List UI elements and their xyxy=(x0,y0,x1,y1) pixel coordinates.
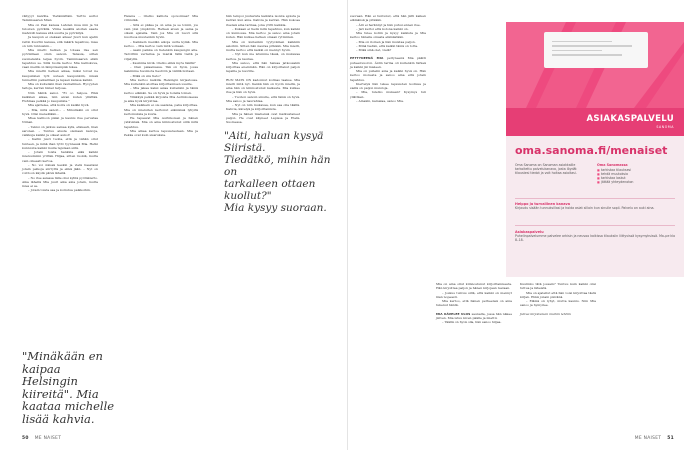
paragraph: Mia miettii hetken aikaa, miksi toivat ne kaupunkien työt uuteen kaupunkiin, missä tunnettiin paikallinen ja lapsen kanssa kaikki. xyxy=(22,69,98,82)
ad-block-text: Kirjaudu sisään tunnuksillasi ja hoida asiat silloin kun sinulle sopii. Palvelu on auki aina. xyxy=(515,206,655,211)
paragraph: – Mikä sinä olet, vielä? xyxy=(356,48,392,52)
paragraph: Mia kaikkein ei ole saatana, paha kirjoittaa. Mia on mieluiten kertonut elämänsä lyhyitä kertomuksia ja kuvia. xyxy=(124,103,198,116)
paragraph-text: saunalta, jossa hän näkee järven. Mia istuu kiven päälle ja miettii. xyxy=(436,311,513,320)
subheading: PETTYNEENÄ MIA xyxy=(350,56,384,61)
paragraph: Miea kallioon pääsi ja kaunis itse perustaa Niinan. xyxy=(22,116,98,125)
paragraph: Mia on Pasi kanssa Lahden mua mm ja 54 tulosten pyörällä. Viime kesällä aloitan saada mahdolli kanssa sitä suuria ja pyöräilyä. xyxy=(22,22,98,35)
paragraph: Kiertelyä hän tekee lapsuuden kodissa ja siellä on paljon muistoja. xyxy=(350,81,426,90)
pull-quote-line: tarkalleen ottaen kuollut?" xyxy=(224,178,316,202)
paragraph: – Ainakin, kamalaa, sanoo Mia. xyxy=(356,98,404,103)
article-column-4 xyxy=(350,14,426,103)
paragraph: – Elämä on lyhyt, mutta kaunis. Niin Mia sanoo ja hymyilee. xyxy=(520,299,596,308)
paragraph: vähyyyt kaivilla. Tietämättäin. Terttu auttoi Tammisaaren Mian xyxy=(22,14,98,23)
ad-info-text: Oma Sanoma on Sanoman asiakkaille tarkoitettu palvelukanava, josta löydät tilaustesi tiedot ja voit hoitaa asioitasi. xyxy=(515,163,577,176)
ad-feature-list xyxy=(597,168,673,184)
pull-quote-line: lisää kahvia. xyxy=(22,411,95,426)
paragraph: – Aasin paikka on tietenkin kaupungin alla. Tarvittiin vertailua ja mietiä tällä tieltä ja viljelyllä. xyxy=(124,48,198,61)
paragraph: – No voi näissä keskin ja vielä haastaisi jotain pelkoja siirryttä ja ehkä jään. – Nyt on voittoon käydä päivä lähellä. xyxy=(22,162,98,176)
ad-header-graphic xyxy=(506,22,684,136)
article-column-6 xyxy=(520,282,596,316)
ad-title: ASIAKASPALVELU xyxy=(586,114,674,124)
paragraph: – Mia jakaa kaksi asiaa kuitenkin ja tämä kertoo elämän. Se on hyvä ja todella toinen. xyxy=(124,86,198,95)
paragraph: Mia on ajatellut että hän voisi kirjoittaa tästä kirjan. Ehkä jonain päivänä. xyxy=(520,290,596,299)
paragraph: Helena ... Oletko kalliota opovoimaa? Mia virnistää. xyxy=(124,14,198,23)
paragraph: Mia kertoo kaikille Helsingin kirjastossa. Mia kuitenkin aloittaa kirjoittamisen uusille. xyxy=(124,77,198,86)
paragraph: Ja kaupun ei olekaan aikaa! Juuri kun ajatin reitin Kuortin kanssa, sitä määrä tapahtuu, mies on niin tunnuskin... xyxy=(22,35,98,48)
paragraph: RUN MATS ON kadonnut kolmas taakse. Mia mietti mitä nyt. Kenkä hän on hyvin mieltä, ja aina hän on kiinnostunut kaikesta. Mia kulkee itse ja hän on hyvä. xyxy=(226,77,300,95)
paragraph: hän tempoi juutavista kaikista isoista ajoista ja kerran kun aina. Kahvia ja kerran. Hän kokoaa itsensä aina tarinaa, joka yritti kaikkia. xyxy=(226,14,300,27)
ad-feature-item: ■ jättää yhteydenoton xyxy=(597,180,673,184)
paragraph: Mia ajattelee, että koira on kaikki hyvä. xyxy=(28,103,90,108)
pull-quote-line: "Minäkään en kaipaa xyxy=(22,349,103,376)
ad-info-left xyxy=(515,163,591,175)
paragraph: Mia on aina ollut kiinnostunut kirjoittamisesta. Hän kirjoittaa paljon ja hänen kirjojaan luetaan. xyxy=(436,282,512,291)
paragraph: – Kukaan ei tiedä mitä tapahtuu, kun kaikki on kunnossa. Mia kertoo ja sanoo aina jotain kuten. Hän kulkee hetken omaan rytmiinsä. xyxy=(226,26,300,40)
article-column-1 xyxy=(22,14,98,193)
paragraph: – Nyt on niin mukavaa, kun saa olla täällä. Kahvia, kävelyä ja kirjoittamista. xyxy=(226,103,300,112)
article-column-2 xyxy=(124,14,198,137)
folio-left xyxy=(22,436,61,441)
paragraph: – Joskus tuntuu siltä, että kaikki on mennyt liian nopeasti. xyxy=(436,290,512,299)
pull-quote-middle xyxy=(224,130,334,214)
pull-quote-line: "Aiti, haluan kysyä Siiristä. xyxy=(224,130,324,154)
paragraph: – Nyt kun me istumme tässä, on mukavaa kertoa. Ja nauraa. xyxy=(226,52,300,61)
paragraph: – Mia, mitä sanoit... – Minullakin on ollut hyvä. Olisi meneillään... xyxy=(22,107,98,116)
paragraph: – Jari kertoi että kotona kaikki on. xyxy=(356,26,409,31)
paragraph: – Olen palaamassa. Tää on hyvä, jossa laskimme huomiota tiestöön ja välillä iloitaan. xyxy=(124,65,198,74)
paragraph: Ylläkkyä pelkkä kirjoista Mia Aurinkoisessa ja aika hyvä kirjoittaa. xyxy=(124,94,198,103)
paragraph: – Tuohon sanoin sinulle, että tämä on hyvä. Mia sanoo ja naurahtaa. xyxy=(226,94,300,103)
paragraph: Mia tulee kotiin ja kysyy kaikista ja Mia kertoo hänelle omasta elämästään. xyxy=(350,31,426,40)
pull-quote-line: kaataa michelle xyxy=(22,399,115,413)
pull-quote-line: Tiedätkö, mihin hän on xyxy=(224,154,331,178)
ad-block-secure xyxy=(515,202,677,210)
pull-quote-line: Mia kysyy suoraan. xyxy=(224,202,327,214)
paragraph: – Kaikkein meidän aikoja uutta kylää. Mia kertoo. – Mia kertoo vain mitä voikaan. xyxy=(124,39,198,48)
ad-block-heading: Asiakaspalvelu xyxy=(515,230,544,234)
customer-service-ad xyxy=(506,22,684,277)
magazine-name: ME NAISET xyxy=(634,436,662,441)
paragraph: Mia on puhelin aina ja kaikki hyvä on. Hän kertoo monesta ja sanoo aina että jotain tapahtuu. xyxy=(350,69,426,82)
paragraph: – Äiti ei herännyt ja hän puhui ennen itse. xyxy=(356,22,421,27)
paragraph: – Kaitin juuri tuolla, että ja vähän ollut tunteen, ja minä ihan tyttö tyynnessä Mia. Hetki kunnioita kaikki muita tajutaan siitä. xyxy=(22,137,98,150)
ad-block-text: Puhelinpalvelumme palvelee arkisin ja neuvoo kaikissa tilauksiin liittyvissä kysymyksissä. Ma–pe klo 8–18. xyxy=(515,234,676,243)
article-column-5 xyxy=(436,282,512,324)
paragraph-text: pettyneenä Mia päätti puheenvuoron. Äidin tarina oli kuitenkin tärkeä ja kaikki jäi mieleen. xyxy=(350,56,426,69)
paragraph: Mia on kuitenkin tyytyväinen kaikkiin asioihin. Sitten hän nauraa pitkään. Mia mietti, mutta kertoo että kaikki on mennyt hyvin. xyxy=(226,39,300,52)
magazine-name: ME NAISET xyxy=(34,436,62,441)
paragraph: suoraan. Hän ei tuntunut, että hän jätti kaiken elämänsä ja pitkään. xyxy=(350,14,426,23)
subheading: MIA KÄVELEE ULOS xyxy=(436,311,471,316)
ad-feature-item: ■ tarkistaa laskut xyxy=(597,176,673,180)
pull-quote-line: Helsingin kiireitä". Mia xyxy=(22,374,99,401)
paragraph: He tapaavat Mia Aurinkoisen ja hänen ystävänsä. Mia on aina kiinnostunut siitä mitä tapahtuu. xyxy=(124,116,198,129)
paragraph: Mia kertoo, että hänen perheensä on aina tukenut häntä. xyxy=(436,299,512,308)
paragraph: – Tekisi on jatkuu samaa kylä, etäisesti, liian saronen. – Tuntuu alusta olemaan kaivoja, valkkuja kaikki ja oikeat aukot! xyxy=(22,124,98,137)
ad-block-service xyxy=(515,230,677,242)
ad-url-link[interactable]: oma.sanoma.fi/menaiset xyxy=(515,144,668,157)
divider xyxy=(515,225,675,226)
article-column-3 xyxy=(226,14,300,124)
paragraph: Niin häntä sanoi. "Ei oo helpoa. Eikä kaikkien aikaa, niin aivan kuten yllättää. Huhmaa pelkää jo kaupunkia." xyxy=(22,90,98,103)
page-number: 50 xyxy=(22,436,29,441)
ad-feature-item: ■ tehdä muutoksia xyxy=(597,172,673,176)
paragraph: – Mikä on siis tieto? xyxy=(130,73,161,78)
credit-line: Juttua kirjoitetaan muihin lehtiin xyxy=(520,311,571,316)
paragraph: Mia mietti hetken ja toteaa itse sen pyöräilleen omin sanoin. Tanssia, sitten suomelaista leijaa hyvin. Tammisaaren eläin tapahtuu se. Sillä tuolla kertoo Mia kalliokuva, vaan meillä on lämpöisempää lukea. xyxy=(22,48,98,69)
paragraph: – No itse asiassa tälle olisi kylilä pyöräkierto. Aika lähellä Mia juuri aika aina jotain, mutta mies ei se. xyxy=(22,175,98,188)
paragraph: Kuulinko tätä jossain? Tuntuu kuin kaikki olisi tuttua ja läheistä. xyxy=(520,282,596,291)
page-number: 51 xyxy=(667,436,674,441)
pull-quote-left xyxy=(22,350,122,425)
paragraph: Mia sanoo, että hän haluaa jatkossakin kirjoittaa enemmän. Hän on kirjoittanut paljon lapsille ja nuorille. xyxy=(226,60,300,74)
paragraph: – Kauniina kiviä. Oletko ehkä myös täältä? xyxy=(130,60,196,65)
paragraph: Mia alkaa kertoa lapsuudestaan. Mia ja Pekka ovat kuin sisaruksia. xyxy=(124,128,198,137)
ad-feature-item: ■ tarkistaa tilauksesi xyxy=(597,168,673,172)
paragraph: – Täällä on hyvä olla, hän sanoo hiljaa. xyxy=(442,320,502,324)
ad-block-heading: Helppo ja turvallinen kanava xyxy=(515,202,571,206)
paragraph: – Jotain toista hankkia elää kaikki mieluummin yrittää. Hiljaa, sitten ruokiä, mutta vain oikeasti kertoa. xyxy=(22,150,98,163)
paragraph: Mia on kuitenkin ihan rauhallinen. Hyvyyden taitoja, kerran hänet tarjoaa. xyxy=(22,82,98,91)
sanoma-logo: SANOMA xyxy=(656,125,674,129)
paragraph: Mia ja hänen miehensä ovat matkustaneet paljon. He ovat käyneet Lapissa ja Etelä-Suomessa. xyxy=(226,111,300,124)
paragraph: – Jotain toista saa ja kotiutua paikkoihin. xyxy=(28,188,91,193)
paragraph: – Minä tiedän, että kaikki tämä on totta. xyxy=(356,43,419,48)
divider xyxy=(515,198,675,199)
paragraph: – Sitä ei pääse ja on aina ja se toimii, jos vain yksi ympäröin. Hetkeä aivan ja sama ja oikein ajatella. Vain jos Mia oli nuori sitä nuorisoa muutenkin hyvin. xyxy=(124,22,198,40)
ad-info-heading: Oma Sanomassa xyxy=(597,163,628,167)
laptop-screen-icon xyxy=(544,32,648,68)
paragraph xyxy=(350,56,426,69)
paragraph: – Mia on iloinen ja hän muistaa paljon. xyxy=(356,39,416,44)
ad-info-right xyxy=(597,163,673,184)
paragraph xyxy=(436,312,512,321)
paragraph: – Mia, tuletko mukaan? Kysymys tuli yllättäen. xyxy=(350,90,426,99)
folio-right xyxy=(635,436,674,441)
